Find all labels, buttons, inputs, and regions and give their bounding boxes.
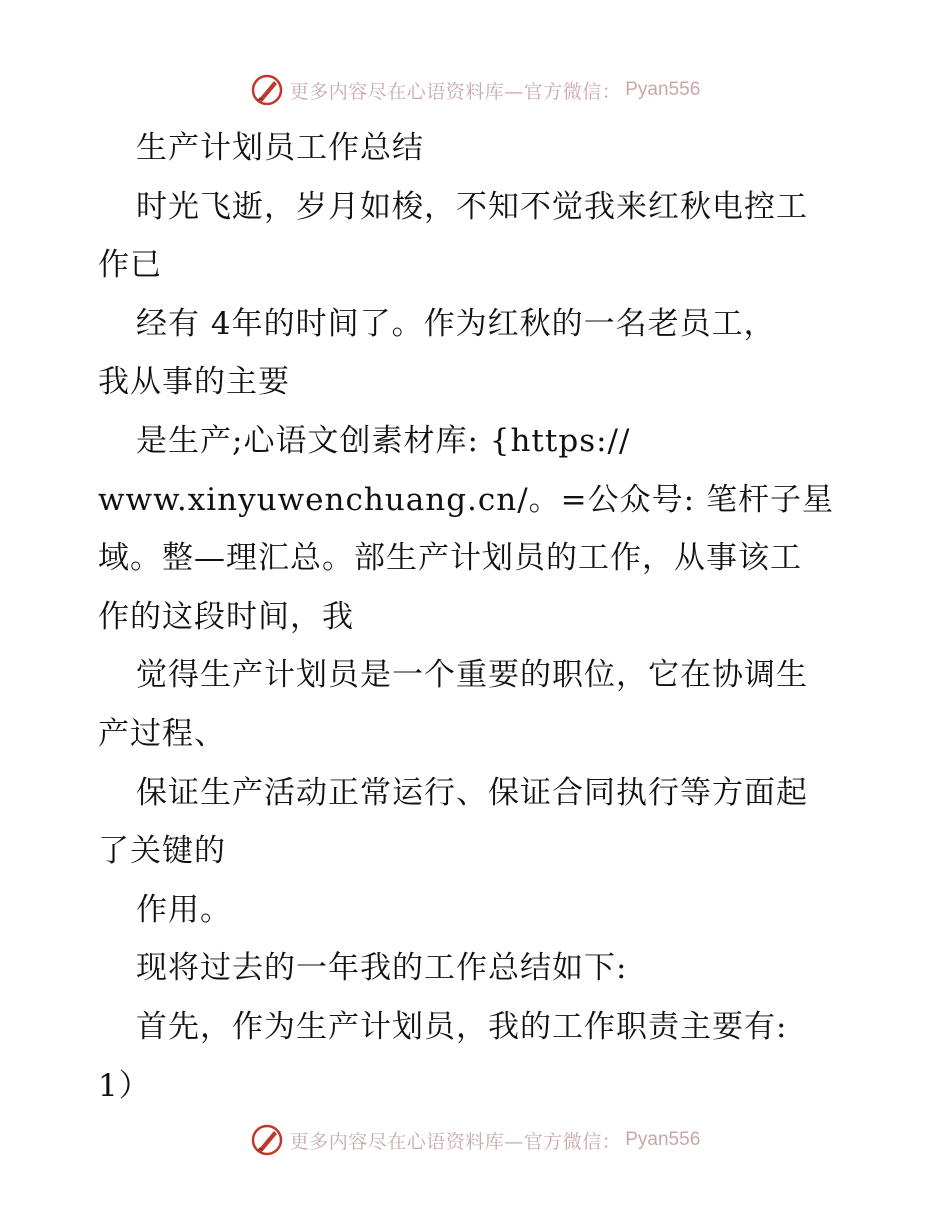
paragraph-line: 产过程、	[98, 715, 226, 752]
paragraph-line: 首先，作为生产计划员，我的工作职责主要有:	[136, 1008, 788, 1045]
watermark-text: 更多内容尽在心语资料库—官方微信：	[289, 1130, 622, 1153]
quill-pen-logo-icon	[250, 73, 284, 107]
paragraph-line: 是生产;心语文创素材库: {https://	[136, 422, 631, 459]
paragraph-line: 1）	[98, 1067, 151, 1104]
paragraph-line: 时光飞逝，岁月如梭，不知不觉我来红秋电控工	[136, 188, 808, 225]
document-body	[98, 119, 878, 1115]
paragraph-line: 了关键的	[98, 833, 226, 870]
paragraph-line: 域。整—理汇总。部生产计划员的工作，从事该工	[98, 540, 802, 577]
footer-watermark-banner	[0, 1118, 950, 1162]
paragraph-line: 觉得生产计划员是一个重要的职位，它在协调生	[136, 657, 808, 694]
paragraph-line: 我从事的主要	[98, 364, 290, 401]
header-watermark-banner	[0, 68, 950, 112]
paragraph-line: 现将过去的一年我的工作总结如下:	[136, 950, 628, 987]
watermark-text: 更多内容尽在心语资料库—官方微信：	[289, 80, 622, 103]
paragraph-line: www.xinyuwenchuang.cn/。=公众号: 笔杆子星	[98, 481, 834, 518]
watermark-contact: Pyan556	[625, 1129, 701, 1150]
paragraph-line: 经有 4年的时间了。作为红秋的一名老员工，	[136, 305, 776, 342]
paragraph-line: 作已	[98, 247, 162, 284]
paragraph-line: 作用。	[136, 891, 232, 928]
document-title: 生产计划员工作总结	[136, 130, 424, 166]
quill-pen-logo-icon	[250, 1123, 284, 1157]
paragraph-line: 作的这段时间，我	[98, 598, 354, 635]
watermark-contact: Pyan556	[625, 79, 701, 100]
paragraph-line: 保证生产活动正常运行、保证合同执行等方面起	[136, 774, 808, 811]
